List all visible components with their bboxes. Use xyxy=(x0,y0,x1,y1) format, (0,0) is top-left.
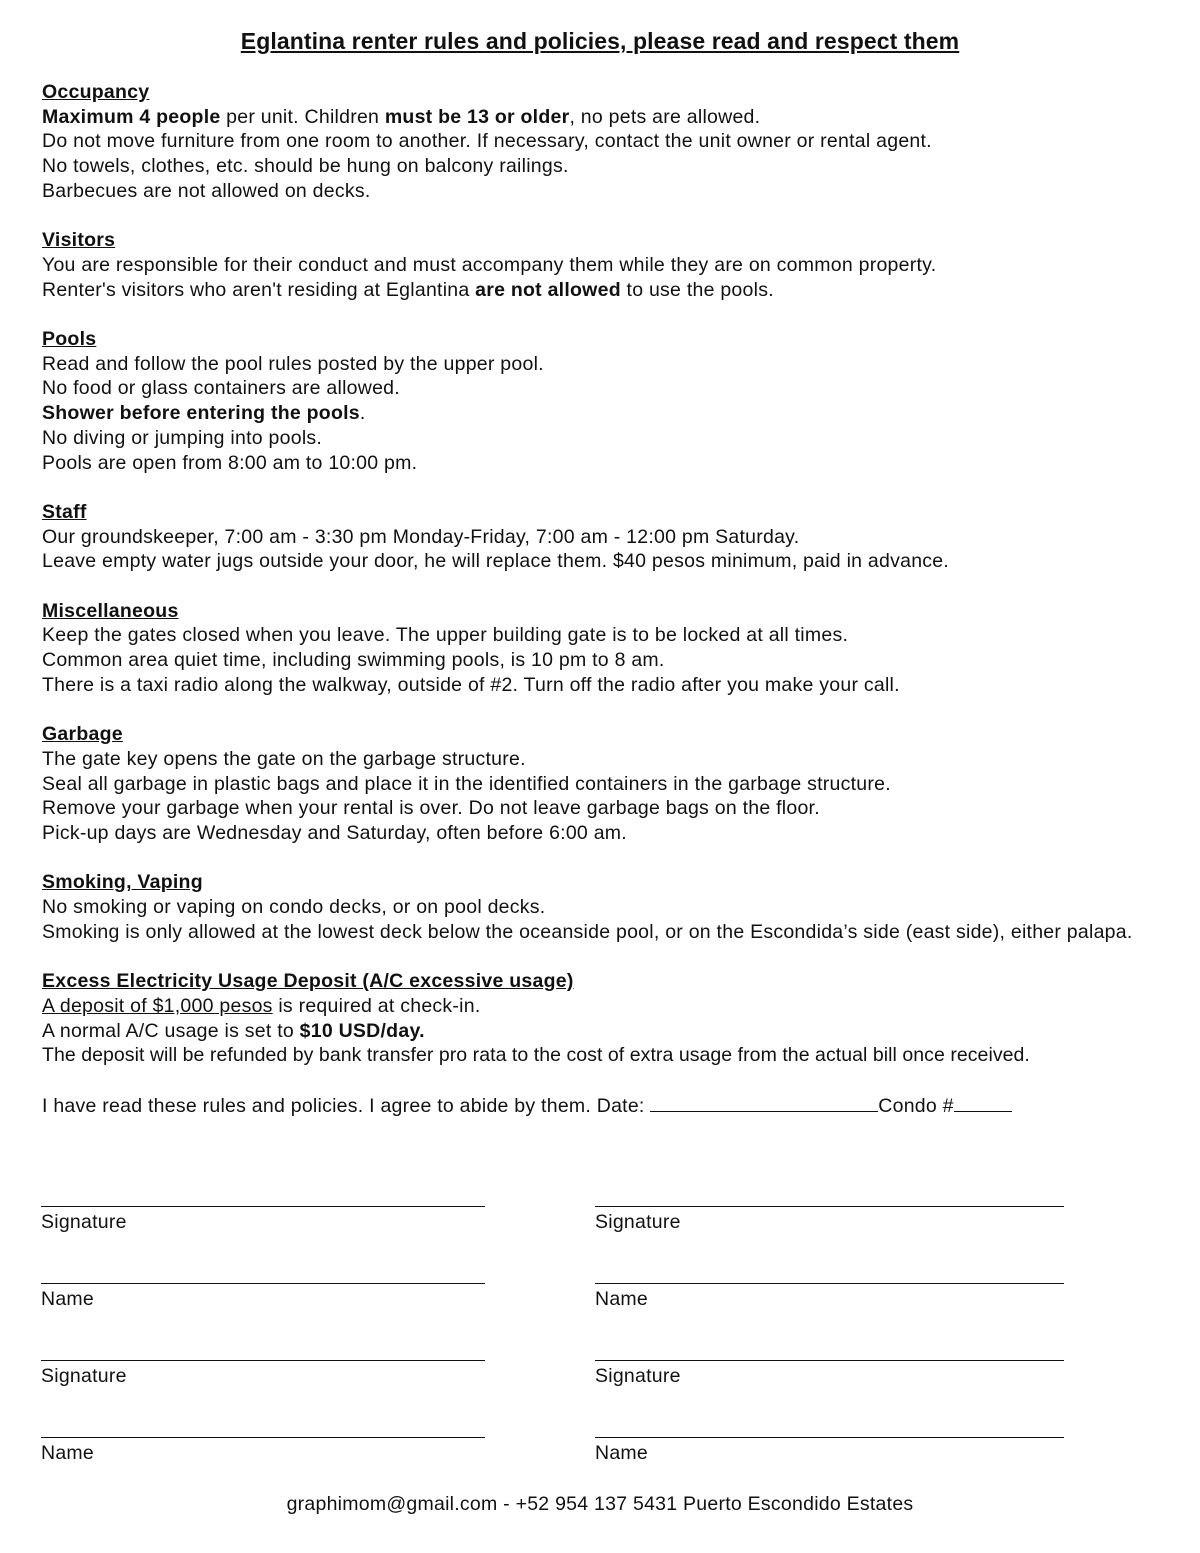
name-label: Name xyxy=(595,1442,649,1464)
date-field[interactable] xyxy=(650,1093,878,1112)
signature-label: Signature xyxy=(41,1365,127,1387)
rule-line: The deposit will be refunded by bank transfer pro rata to the cost of extra usage from the actual bill once received. xyxy=(42,1044,1030,1067)
rule-text: . xyxy=(359,402,366,425)
signature-label: Signature xyxy=(595,1365,681,1387)
name-line[interactable] xyxy=(595,1283,1064,1284)
signature-block-3 xyxy=(41,1360,485,1388)
bold-text: must be 13 or older xyxy=(384,105,570,128)
rule-line: No food or glass containers are allowed. xyxy=(42,377,400,400)
rule-line: Common area quiet time, including swimming pools, is 10 pm to 8 am. xyxy=(42,649,665,672)
section-heading: Smoking, Vaping xyxy=(42,871,203,894)
section-heading: Garbage xyxy=(42,723,123,746)
signature-line[interactable] xyxy=(595,1360,1064,1361)
signature-label: Signature xyxy=(595,1211,681,1233)
section-occupancy xyxy=(42,80,1167,204)
rule-text: , no pets are allowed. xyxy=(569,105,761,128)
rule-line: The gate key opens the gate on the garbage structure. xyxy=(42,747,526,770)
rule-text: is required at check-in. xyxy=(272,994,481,1017)
name-block-2 xyxy=(595,1283,1064,1311)
rule-line: No towels, clothes, etc. should be hung on balcony railings. xyxy=(42,155,569,178)
rule-line: Remove your garbage when your rental is over. Do not leave garbage bags on the floor. xyxy=(42,797,820,820)
section-garbage xyxy=(42,722,1167,846)
section-heading: Staff xyxy=(42,500,87,523)
name-block-3 xyxy=(41,1437,485,1465)
rule-line: Pick-up days are Wednesday and Saturday, often before 6:00 am. xyxy=(42,822,627,845)
bold-text: Shower before entering the pools xyxy=(42,402,360,425)
rule-line: No diving or jumping into pools. xyxy=(42,426,323,449)
name-line[interactable] xyxy=(41,1283,485,1284)
section-heading: Occupancy xyxy=(42,81,150,103)
rule-line xyxy=(42,994,1167,1019)
rules-body xyxy=(42,80,1167,1118)
rule-line xyxy=(42,401,1167,426)
rule-text: to use the pools. xyxy=(620,278,774,301)
section-miscellaneous xyxy=(42,599,1167,698)
page-title: Eglantina renter rules and policies, please read and respect them xyxy=(240,28,960,54)
bold-text: Maximum 4 people xyxy=(42,105,221,128)
name-line[interactable] xyxy=(41,1437,485,1438)
rule-line: Do not move furniture from one room to another. If necessary, contact the unit owner or rental agent. xyxy=(42,130,932,153)
condo-label: Condo # xyxy=(878,1094,954,1117)
rule-line: There is a taxi radio along the walkway, outside of #2. Turn off the radio after you make your call. xyxy=(42,673,900,696)
signature-line[interactable] xyxy=(41,1360,485,1361)
rule-text: per unit. Children xyxy=(220,105,385,128)
signature-block-1 xyxy=(41,1206,485,1234)
rule-line: You are responsible for their conduct and must accompany them while they are on common property. xyxy=(42,253,937,276)
name-block-4 xyxy=(595,1437,1064,1465)
rule-text: A normal A/C usage is set to xyxy=(42,1019,300,1042)
rule-line: Read and follow the pool rules posted by the upper pool. xyxy=(42,352,544,375)
signature-line[interactable] xyxy=(41,1206,485,1207)
section-pools xyxy=(42,327,1167,475)
rule-line xyxy=(42,278,1167,303)
footer-contact: graphimom@gmail.com - +52 954 137 5431 Puerto Escondido Estates xyxy=(286,1493,914,1515)
name-label: Name xyxy=(595,1288,649,1310)
signature-line[interactable] xyxy=(595,1206,1064,1207)
bold-text: $10 USD/day. xyxy=(299,1019,425,1042)
name-label: Name xyxy=(41,1442,95,1464)
rule-line: Keep the gates closed when you leave. The upper building gate is to be locked at all times. xyxy=(42,624,849,647)
rule-line: Our groundskeeper, 7:00 am - 3:30 pm Monday-Friday, 7:00 am - 12:00 pm Saturday. xyxy=(42,525,800,548)
bold-text: are not allowed xyxy=(475,278,621,301)
section-heading: Visitors xyxy=(42,229,116,252)
rule-text: Renter's visitors who aren't residing at Eglantina xyxy=(42,278,476,301)
rule-line: Smoking is only allowed at the lowest deck below the oceanside pool, or on the Escondida’s side (east side), either palapa. xyxy=(42,920,1133,943)
rule-line: Pools are open from 8:00 am to 10:00 pm. xyxy=(42,451,418,474)
section-heading: Excess Electricity Usage Deposit (A/C excessive usage) xyxy=(42,970,574,993)
agreement-text: I have read these rules and policies. I agree to abide by them. Date: xyxy=(42,1094,651,1117)
name-line[interactable] xyxy=(595,1437,1064,1438)
section-staff xyxy=(42,500,1167,574)
signature-block-2 xyxy=(595,1206,1064,1234)
rule-line: No smoking or vaping on condo decks, or on pool decks. xyxy=(42,896,546,919)
rule-line xyxy=(42,105,1167,130)
condo-number-field[interactable] xyxy=(954,1093,1012,1112)
section-electricity xyxy=(42,969,1167,1068)
section-heading: Miscellaneous xyxy=(42,599,179,622)
rule-line: Barbecues are not allowed on decks. xyxy=(42,179,371,202)
section-visitors xyxy=(42,228,1167,302)
signature-label: Signature xyxy=(41,1211,127,1233)
rule-line: Leave empty water jugs outside your door, he will replace them. $40 pesos minimum, paid in advance. xyxy=(42,550,950,573)
rule-line: Seal all garbage in plastic bags and place it in the identified containers in the garbage structure. xyxy=(42,772,891,795)
underlined-text: A deposit of $1,000 pesos xyxy=(42,994,273,1017)
name-block-1 xyxy=(41,1283,485,1311)
name-label: Name xyxy=(41,1288,95,1310)
rule-line xyxy=(42,1019,1167,1044)
signature-block-4 xyxy=(595,1360,1064,1388)
section-heading: Pools xyxy=(42,328,97,350)
section-smoking xyxy=(42,870,1167,944)
agreement-line xyxy=(42,1093,1167,1119)
